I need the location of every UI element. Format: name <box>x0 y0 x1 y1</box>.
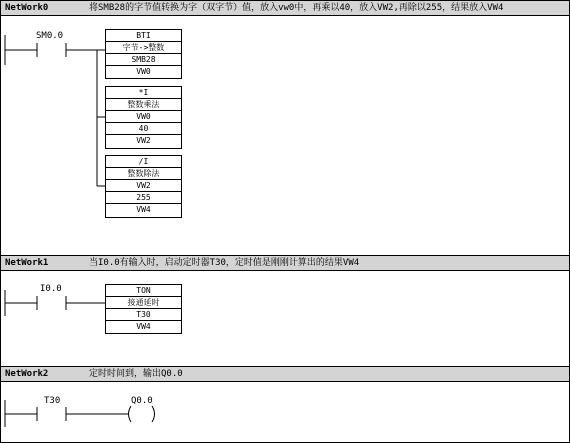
network-comment: 定时时间到，输出Q0.0 <box>89 369 183 379</box>
block-title: 字节->整数 <box>106 41 181 53</box>
bti-block[interactable] <box>105 29 182 79</box>
block-operand[interactable]: VW4 <box>106 320 181 332</box>
block-operand[interactable]: VW0 <box>106 110 181 122</box>
block-title: 整数除法 <box>106 167 181 179</box>
block-operand[interactable]: 255 <box>106 191 181 203</box>
block-type: BTI <box>136 31 151 40</box>
network-comment: 当I0.0有输入时，启动定时器T30，定时值是刚刚计算出的结果VW4 <box>89 258 360 268</box>
block-operand[interactable]: T30 <box>106 308 181 320</box>
contact-t30[interactable]: T30 <box>44 396 61 406</box>
block-type: *I <box>138 88 149 97</box>
network-header-0[interactable] <box>1 0 569 16</box>
block-type: TON <box>136 286 151 295</box>
block-operand[interactable]: VW4 <box>106 203 181 215</box>
contact-i0-0[interactable]: I0.0 <box>40 284 62 294</box>
block-title: 整数乘法 <box>106 98 181 110</box>
block-operand[interactable]: VW2 <box>106 179 181 191</box>
block-operand[interactable]: VW0 <box>106 65 181 77</box>
ton-block[interactable] <box>105 284 182 334</box>
network-header-2[interactable] <box>1 366 569 382</box>
network-comment: 将SMB28的字节值转换为字（双字节）值，放入vw0中，再乘以40，放入VW2,再除以255，结果放入VW4 <box>89 3 504 13</box>
network-label: NetWork1 <box>5 258 49 268</box>
block-operand[interactable]: VW2 <box>106 134 181 146</box>
network-label: NetWork0 <box>5 3 49 13</box>
network-header-1[interactable] <box>1 255 569 271</box>
block-operand[interactable]: 40 <box>106 122 181 134</box>
network-label: NetWork2 <box>5 369 49 379</box>
div-i-block[interactable] <box>105 155 182 218</box>
block-title: 接通延时 <box>106 296 181 308</box>
block-operand[interactable]: SMB28 <box>106 53 181 65</box>
block-type: /I <box>138 157 149 166</box>
coil-q0-0[interactable]: Q0.0 <box>131 396 153 406</box>
contact-sm0-0[interactable]: SM0.0 <box>36 31 64 41</box>
mul-i-block[interactable] <box>105 86 182 149</box>
